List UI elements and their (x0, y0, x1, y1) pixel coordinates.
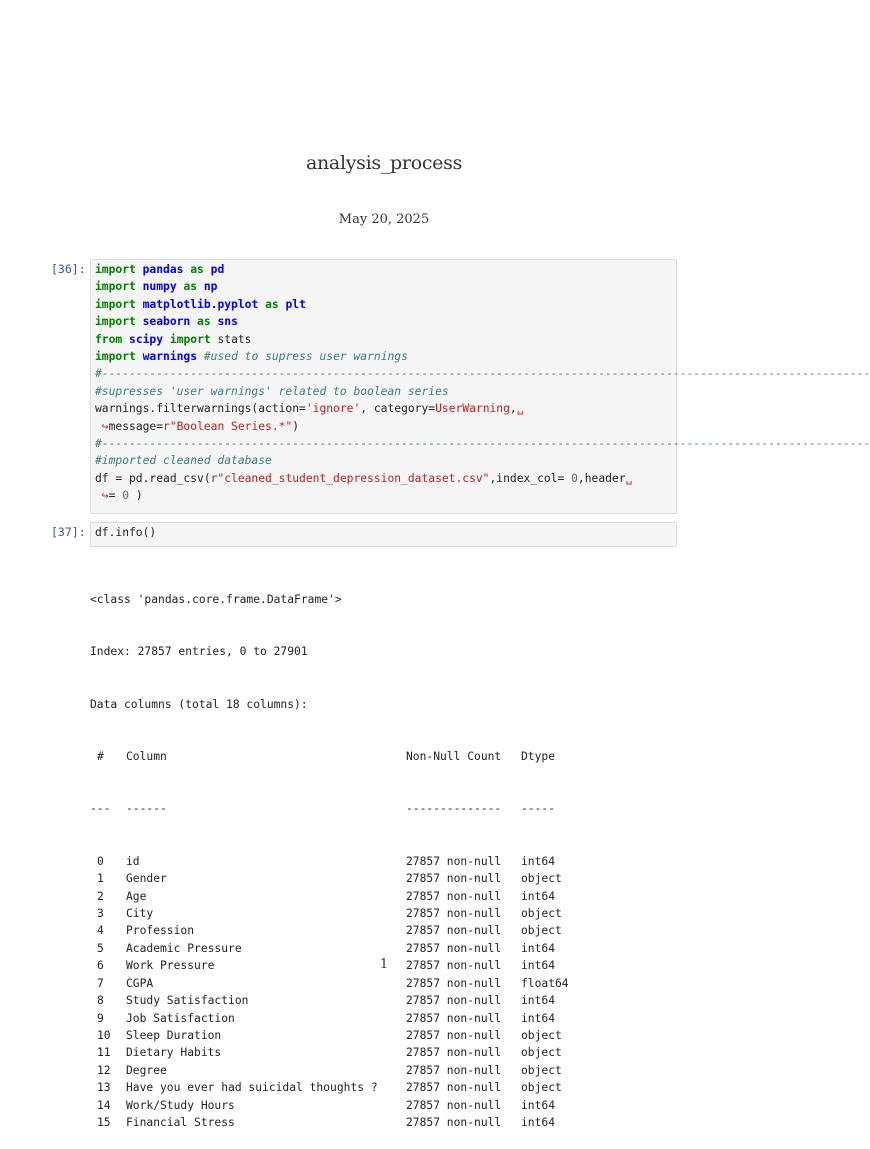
code-token (122, 333, 129, 346)
code-line (95, 331, 768, 348)
info-table-body (90, 853, 569, 1132)
code-token: warnings.filterwarnings(action= (95, 402, 306, 416)
row-num: 7 (97, 976, 104, 990)
info-table-row (90, 1062, 562, 1079)
output-line: <class 'pandas.core.frame.DataFrame'> (90, 592, 342, 606)
code-token: sns (217, 315, 238, 329)
code-token: df = pd.read_csv( (95, 471, 211, 485)
row-num: 0 (97, 854, 104, 868)
cell-output-37 (90, 556, 569, 1149)
page-number: 1 (379, 957, 389, 972)
info-table-row (90, 1114, 556, 1131)
row-dtype: object (521, 1063, 562, 1077)
info-table-row (90, 1079, 562, 1096)
code-line (95, 435, 870, 452)
row-count: 27857 non-null (406, 1063, 502, 1077)
row-num: 14 (97, 1098, 111, 1112)
row-column: id (126, 854, 140, 868)
code-line (95, 313, 768, 330)
row-count: 27857 non-null (406, 1098, 502, 1112)
info-table-row (90, 1097, 556, 1114)
code-token: as (197, 315, 211, 329)
info-table-row (90, 888, 556, 905)
row-count: 27857 non-null (406, 959, 502, 973)
row-dtype: int64 (521, 1011, 556, 1025)
row-column: Dietary Habits (126, 1046, 222, 1060)
header-num: # (97, 749, 104, 763)
output-line: Data columns (total 18 columns): (90, 697, 308, 711)
code-line (95, 261, 768, 278)
row-num: 6 (97, 959, 104, 973)
row-dtype: float64 (521, 976, 569, 990)
code-token (163, 333, 170, 346)
code-token: ,header (577, 471, 626, 485)
row-count: 27857 non-null (406, 994, 502, 1008)
info-table-row (90, 1044, 562, 1061)
header-count: Non-Null Count (406, 749, 502, 763)
code-line (95, 470, 768, 487)
code-token: #imported cleaned database (95, 454, 272, 468)
code-token: = (108, 489, 123, 503)
cell-prompt-37: [37]: (51, 525, 86, 539)
row-dtype: int64 (521, 889, 556, 903)
code-line (95, 296, 768, 313)
code-token: stats (210, 332, 252, 346)
row-dtype: object (521, 1046, 562, 1060)
code-token: 'ignore' (305, 402, 361, 416)
row-dtype: int64 (521, 854, 556, 868)
code-token: scipy (129, 332, 164, 346)
row-column: Age (126, 889, 147, 903)
code-token: #used to supress user warnings (203, 349, 408, 363)
rule-num: --- (90, 802, 111, 816)
row-num: 4 (97, 924, 104, 938)
code-token: from (95, 332, 123, 346)
code-token: seaborn (142, 315, 191, 329)
row-dtype: object (521, 924, 562, 938)
info-table-row (90, 975, 569, 992)
code-token: import (95, 280, 136, 294)
row-count: 27857 non-null (406, 924, 502, 938)
code-token: as (190, 263, 204, 276)
row-column: CGPA (126, 976, 154, 990)
info-table-row (90, 870, 562, 887)
code-token: as (265, 297, 279, 311)
code-token: #----------------------------------------------------------------------------------------------------------------- (95, 367, 870, 381)
info-table-row (90, 922, 562, 939)
code-line (95, 348, 768, 365)
row-column: Degree (126, 1063, 167, 1077)
row-dtype: object (521, 1081, 562, 1095)
code-line (95, 400, 768, 417)
code-line (95, 383, 768, 400)
output-line: Index: 27857 entries, 0 to 27901 (90, 645, 308, 659)
row-num: 12 (97, 1063, 111, 1077)
code-token: plt (285, 297, 306, 311)
row-dtype: int64 (521, 1098, 556, 1112)
code-line (95, 487, 768, 504)
row-count: 27857 non-null (406, 854, 502, 868)
code-token (136, 280, 143, 293)
rule-count: -------------- (406, 802, 502, 816)
code-line (95, 452, 768, 469)
row-column: Profession (126, 924, 195, 938)
row-dtype: int64 (521, 959, 556, 973)
row-count: 27857 non-null (406, 1029, 502, 1042)
row-num: 1 (97, 872, 104, 886)
code-token: message= (108, 419, 164, 433)
row-num: 15 (97, 1116, 111, 1130)
row-count: 27857 non-null (406, 1046, 502, 1060)
info-table-row (90, 992, 556, 1009)
code-token: #supresses 'user warnings' related to boolean series (95, 384, 449, 398)
row-dtype: object (521, 872, 562, 886)
row-column: Work/Study Hours (126, 1098, 235, 1112)
code-token: , category= (360, 402, 436, 416)
document-title: analysis_process (305, 152, 463, 174)
code-token: pd (210, 263, 225, 276)
code-token: import (95, 297, 136, 311)
rule-dtype: ----- (521, 802, 556, 816)
row-count: 27857 non-null (406, 976, 502, 990)
code-token: np (203, 280, 218, 294)
code-line (95, 278, 768, 295)
code-cell-37-source[interactable] (95, 524, 768, 541)
row-num: 13 (97, 1081, 111, 1095)
code-token (136, 298, 143, 311)
cell-prompt-36: [36]: (51, 262, 86, 276)
row-count: 27857 non-null (406, 1011, 502, 1025)
code-token: ) (292, 419, 300, 433)
code-token: warnings (142, 349, 198, 363)
row-num: 10 (97, 1029, 111, 1042)
code-line (95, 365, 870, 382)
code-line (95, 418, 768, 435)
row-column: Sleep Duration (126, 1029, 222, 1042)
code-token: UserWarning (435, 402, 510, 416)
row-num: 9 (97, 1011, 104, 1025)
info-table-row (90, 853, 556, 870)
row-column: Gender (126, 872, 167, 886)
document-date: May 20, 2025 (338, 212, 430, 227)
code-token: r"cleaned_student_depression_dataset.csv" (210, 471, 490, 485)
code-token (136, 263, 143, 276)
row-count: 27857 non-null (406, 1081, 502, 1095)
info-table-row (90, 1027, 562, 1044)
code-token: pandas (142, 263, 184, 276)
code-token: import (95, 349, 136, 363)
row-count: 27857 non-null (406, 1116, 502, 1130)
row-dtype: int64 (521, 994, 556, 1008)
row-count: 27857 non-null (406, 872, 502, 886)
info-table-row (90, 1010, 556, 1027)
code-cell-36-source[interactable] (95, 261, 870, 504)
code-token (136, 315, 143, 328)
row-column: Job Satisfaction (126, 1011, 235, 1025)
code-token: import (95, 263, 136, 276)
code-line (95, 524, 768, 541)
row-count: 27857 non-null (406, 889, 502, 903)
row-dtype: object (521, 906, 562, 920)
row-num: 5 (97, 941, 104, 955)
row-num: 11 (97, 1046, 111, 1060)
code-token: import (169, 332, 211, 346)
row-num: 2 (97, 889, 104, 903)
info-table-row (90, 940, 556, 957)
code-token: ␣ (516, 402, 524, 416)
row-column: Have you ever had suicidal thoughts ? (126, 1081, 378, 1095)
code-token (204, 263, 211, 276)
code-token: ↪ (95, 419, 109, 433)
row-dtype: int64 (521, 1116, 556, 1130)
code-token: r"Boolean Series.*" (163, 419, 293, 433)
code-token (136, 350, 143, 363)
info-table-row (90, 905, 562, 922)
row-count: 27857 non-null (406, 906, 502, 920)
row-column: Financial Stress (126, 1116, 235, 1130)
row-column: Work Pressure (126, 959, 215, 973)
code-token: ↪ (95, 489, 109, 503)
code-token: df.info() (95, 526, 157, 539)
code-token: ) (129, 489, 143, 503)
row-dtype: object (521, 1029, 562, 1042)
code-token: ,index_col= (489, 471, 572, 485)
header-column: Column (126, 749, 167, 763)
code-token: 0 (571, 471, 578, 485)
row-count: 27857 non-null (406, 941, 502, 955)
code-token: #----------------------------------------------------------------------------------------------------------------- (95, 436, 870, 450)
info-table-rule (90, 800, 556, 817)
code-token: numpy (142, 280, 177, 294)
row-column: Study Satisfaction (126, 994, 249, 1008)
row-num: 3 (97, 906, 104, 920)
code-token: , (509, 402, 517, 416)
info-table-header (90, 748, 556, 765)
code-token: 0 (122, 489, 130, 503)
code-token: import (95, 315, 136, 329)
rule-column: ------ (126, 802, 167, 816)
code-token: matplotlib.pyplot (142, 297, 259, 311)
row-column: Academic Pressure (126, 941, 242, 955)
row-column: City (126, 906, 154, 920)
header-dtype: Dtype (521, 749, 556, 763)
row-dtype: int64 (521, 941, 556, 955)
code-token (197, 280, 204, 293)
code-token: as (183, 280, 198, 294)
row-num: 8 (97, 994, 104, 1008)
code-token (197, 350, 204, 363)
code-token: ␣ (625, 471, 633, 485)
